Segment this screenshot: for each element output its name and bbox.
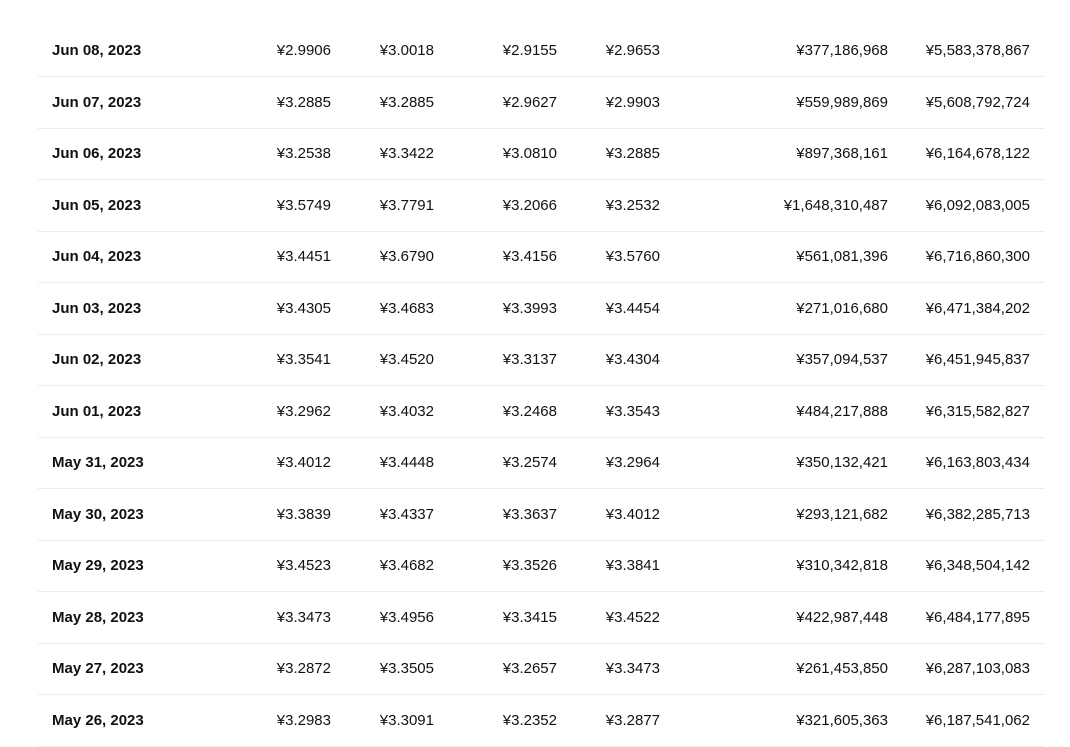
close-price-cell: ¥3.2877 (605, 711, 660, 729)
date-cell: May 31, 2023 (52, 454, 144, 472)
low-price-cell: ¥3.3526 (502, 557, 557, 575)
date-cell: May 28, 2023 (52, 608, 144, 626)
market-cap-cell: ¥6,287,103,083 (925, 660, 1030, 678)
market-cap-cell: ¥6,187,541,062 (925, 711, 1030, 729)
date-cell: May 26, 2023 (52, 711, 144, 729)
table-row (38, 283, 1044, 335)
date-cell: May 29, 2023 (52, 557, 144, 575)
high-price-cell: ¥3.3505 (379, 660, 434, 678)
low-price-cell: ¥3.2657 (502, 660, 557, 678)
price-history-table (38, 25, 1044, 747)
table-row (38, 592, 1044, 644)
volume-cell: ¥484,217,888 (796, 402, 888, 420)
table-row (38, 231, 1044, 283)
market-cap-cell: ¥6,451,945,837 (925, 351, 1030, 369)
low-price-cell: ¥2.9155 (502, 42, 557, 59)
low-price-cell: ¥3.4156 (502, 248, 557, 266)
market-cap-cell: ¥6,716,860,300 (925, 248, 1030, 266)
volume-cell: ¥559,989,869 (796, 93, 888, 111)
close-price-cell: ¥3.2532 (605, 196, 660, 214)
volume-cell: ¥1,648,310,487 (783, 196, 888, 214)
close-price-cell: ¥3.4304 (605, 351, 660, 369)
high-price-cell: ¥3.4956 (379, 608, 434, 626)
market-cap-cell: ¥6,484,177,895 (925, 608, 1030, 626)
date-cell: Jun 06, 2023 (52, 145, 142, 163)
close-price-cell: ¥3.5760 (605, 248, 660, 266)
low-price-cell: ¥3.2066 (502, 196, 557, 214)
volume-cell: ¥357,094,537 (796, 351, 888, 369)
open-price-cell: ¥3.2983 (276, 711, 331, 729)
open-price-cell: ¥2.9906 (276, 42, 331, 59)
high-price-cell: ¥3.4337 (379, 505, 434, 523)
table-row (38, 540, 1044, 592)
high-price-cell: ¥3.0018 (379, 42, 434, 59)
open-price-cell: ¥3.2885 (276, 93, 331, 111)
table-row (38, 180, 1044, 232)
table-row (38, 695, 1044, 747)
market-cap-cell: ¥6,163,803,434 (925, 454, 1030, 472)
date-cell: Jun 05, 2023 (52, 196, 142, 214)
table-row (38, 334, 1044, 386)
table-row (38, 489, 1044, 541)
volume-cell: ¥350,132,421 (796, 454, 888, 472)
volume-cell: ¥293,121,682 (796, 505, 888, 523)
volume-cell: ¥897,368,161 (796, 145, 888, 163)
volume-cell: ¥561,081,396 (796, 248, 888, 266)
volume-cell: ¥321,605,363 (796, 711, 888, 729)
market-cap-cell: ¥6,348,504,142 (925, 557, 1030, 575)
open-price-cell: ¥3.3473 (276, 608, 331, 626)
low-price-cell: ¥3.0810 (502, 145, 557, 163)
volume-cell: ¥422,987,448 (796, 608, 888, 626)
date-cell: May 27, 2023 (52, 660, 144, 678)
table-row (38, 77, 1044, 129)
close-price-cell: ¥3.4522 (605, 608, 660, 626)
date-cell: Jun 01, 2023 (52, 402, 142, 420)
open-price-cell: ¥3.2872 (276, 660, 331, 678)
table-row (38, 25, 1044, 77)
close-price-cell: ¥3.4012 (605, 505, 660, 523)
close-price-cell: ¥3.4454 (605, 299, 660, 317)
high-price-cell: ¥3.3091 (379, 711, 434, 729)
volume-cell: ¥271,016,680 (796, 299, 888, 317)
open-price-cell: ¥3.3541 (276, 351, 331, 369)
open-price-cell: ¥3.4305 (276, 299, 331, 317)
open-price-cell: ¥3.3839 (276, 505, 331, 523)
close-price-cell: ¥3.3473 (605, 660, 660, 678)
market-cap-cell: ¥6,092,083,005 (925, 196, 1030, 214)
high-price-cell: ¥3.3422 (379, 145, 434, 163)
close-price-cell: ¥3.2964 (605, 454, 660, 472)
table-row (38, 386, 1044, 438)
close-price-cell: ¥3.3841 (605, 557, 660, 575)
date-cell: Jun 03, 2023 (52, 299, 142, 317)
date-cell: Jun 02, 2023 (52, 351, 142, 369)
date-cell: Jun 07, 2023 (52, 93, 142, 111)
table-row (38, 437, 1044, 489)
close-price-cell: ¥3.2885 (605, 145, 660, 163)
price-history-rows (38, 25, 1044, 746)
low-price-cell: ¥3.2574 (502, 454, 557, 472)
low-price-cell: ¥3.3993 (502, 299, 557, 317)
market-cap-cell: ¥6,164,678,122 (925, 145, 1030, 163)
market-cap-cell: ¥5,608,792,724 (925, 93, 1030, 111)
market-cap-cell: ¥6,315,582,827 (925, 402, 1030, 420)
table-row (38, 643, 1044, 695)
high-price-cell: ¥3.2885 (379, 93, 434, 111)
market-cap-cell: ¥6,382,285,713 (925, 505, 1030, 523)
low-price-cell: ¥3.3415 (502, 608, 557, 626)
volume-cell: ¥261,453,850 (796, 660, 888, 678)
low-price-cell: ¥3.2468 (502, 402, 557, 420)
close-price-cell: ¥2.9903 (605, 93, 660, 111)
open-price-cell: ¥3.4012 (276, 454, 331, 472)
high-price-cell: ¥3.4448 (379, 454, 434, 472)
open-price-cell: ¥3.4451 (276, 248, 331, 266)
open-price-cell: ¥3.2962 (276, 402, 331, 420)
volume-cell: ¥310,342,818 (796, 557, 888, 575)
table-row (38, 128, 1044, 180)
open-price-cell: ¥3.4523 (276, 557, 331, 575)
high-price-cell: ¥3.4032 (379, 402, 434, 420)
date-cell: Jun 08, 2023 (52, 42, 142, 59)
open-price-cell: ¥3.5749 (276, 196, 331, 214)
open-price-cell: ¥3.2538 (276, 145, 331, 163)
close-price-cell: ¥2.9653 (605, 42, 660, 59)
high-price-cell: ¥3.6790 (379, 248, 434, 266)
high-price-cell: ¥3.4520 (379, 351, 434, 369)
high-price-cell: ¥3.7791 (379, 196, 434, 214)
volume-cell: ¥377,186,968 (796, 42, 888, 59)
date-cell: May 30, 2023 (52, 505, 144, 523)
high-price-cell: ¥3.4683 (379, 299, 434, 317)
low-price-cell: ¥3.3137 (502, 351, 557, 369)
high-price-cell: ¥3.4682 (379, 557, 434, 575)
low-price-cell: ¥2.9627 (502, 93, 557, 111)
date-cell: Jun 04, 2023 (52, 248, 142, 266)
close-price-cell: ¥3.3543 (605, 402, 660, 420)
low-price-cell: ¥3.2352 (502, 711, 557, 729)
market-cap-cell: ¥5,583,378,867 (925, 42, 1030, 59)
market-cap-cell: ¥6,471,384,202 (925, 299, 1030, 317)
low-price-cell: ¥3.3637 (502, 505, 557, 523)
